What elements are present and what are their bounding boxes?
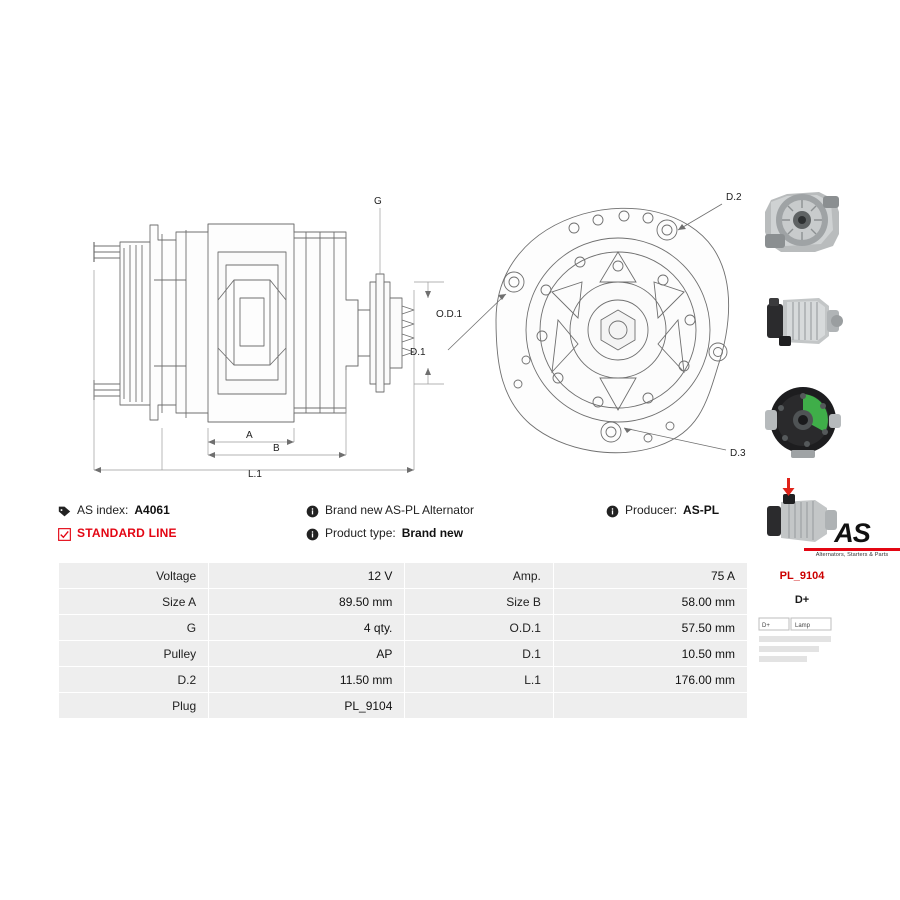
spec-table-body [59,563,748,719]
spec-value: AP [209,641,405,667]
info-icon-type [306,528,319,541]
table-row [59,563,748,589]
spec-key: L.1 [405,667,553,693]
spec-key: Voltage [59,563,209,589]
producer-label: Producer: [625,503,678,517]
callout-a: A [246,430,253,441]
callout-d1: D.1 [410,347,426,358]
spec-value: 12 V [209,563,405,589]
spec-value: 176.00 mm [553,667,747,693]
spec-key: Amp. [405,563,553,589]
wiring-diagram [757,616,847,676]
product-photo-1[interactable] [757,178,847,268]
info-icon [306,505,319,518]
technical-drawings [58,170,748,495]
as-pl-logo [804,520,900,558]
table-row [59,693,748,719]
alternator-drawing-svg [58,170,748,495]
product-type-label: Product type: [325,526,396,540]
spec-value: 57.50 mm [553,615,747,641]
as-logo-text: AS [834,518,870,548]
producer-info [606,503,748,517]
spec-key: Size B [405,589,553,615]
spec-value: PL_9104 [209,693,405,719]
spec-key: O.D.1 [405,615,553,641]
callout-l1: L.1 [248,469,262,480]
spec-key [405,693,553,719]
callout-d2: D.2 [726,192,742,203]
table-row [59,589,748,615]
spec-key: G [59,615,209,641]
spec-key: Pulley [59,641,209,667]
info-row [58,503,748,549]
product-type [306,526,606,540]
product-photo-column [757,178,847,681]
table-row [59,641,748,667]
spec-value: 75 A [553,563,747,589]
standard-line-text: STANDARD LINE [77,526,177,540]
brand-info [306,503,606,517]
svg-text:D+: D+ [762,623,770,629]
check-box-icon [58,528,71,541]
plug-code-label: PL_9104 [779,570,825,582]
callout-od1: O.D.1 [436,309,463,320]
tag-icon [58,505,71,518]
spec-value: 4 qty. [209,615,405,641]
svg-text:Lamp: Lamp [795,623,811,629]
spec-value [553,693,747,719]
callout-g: G [374,196,382,207]
spec-key: D.1 [405,641,553,667]
brand-text: Brand new AS-PL Alternator [325,503,474,517]
as-index [58,503,306,517]
specification-table [58,562,748,719]
spec-key: D.2 [59,667,209,693]
dplus-label: D+ [794,594,810,606]
spec-value: 11.50 mm [209,667,405,693]
as-index-value: A4061 [134,503,170,517]
as-logo-tagline: Alternators, Starters & Parts [815,552,889,558]
product-photo-2[interactable] [757,276,847,366]
product-photo-3[interactable] [757,374,847,464]
producer-value: AS-PL [683,503,720,517]
spec-key: Size A [59,589,209,615]
product-type-value: Brand new [401,526,464,540]
callout-d3: D.3 [730,448,746,459]
spec-value: 58.00 mm [553,589,747,615]
spec-value: 10.50 mm [553,641,747,667]
table-row [59,615,748,641]
info-icon-producer [606,505,619,518]
spec-value: 89.50 mm [209,589,405,615]
spec-key: Plug [59,693,209,719]
as-logo-bar [804,548,900,551]
table-row [59,667,748,693]
as-index-label: AS index: [77,503,129,517]
callout-b: B [273,443,280,454]
standard-line-badge [58,526,306,540]
